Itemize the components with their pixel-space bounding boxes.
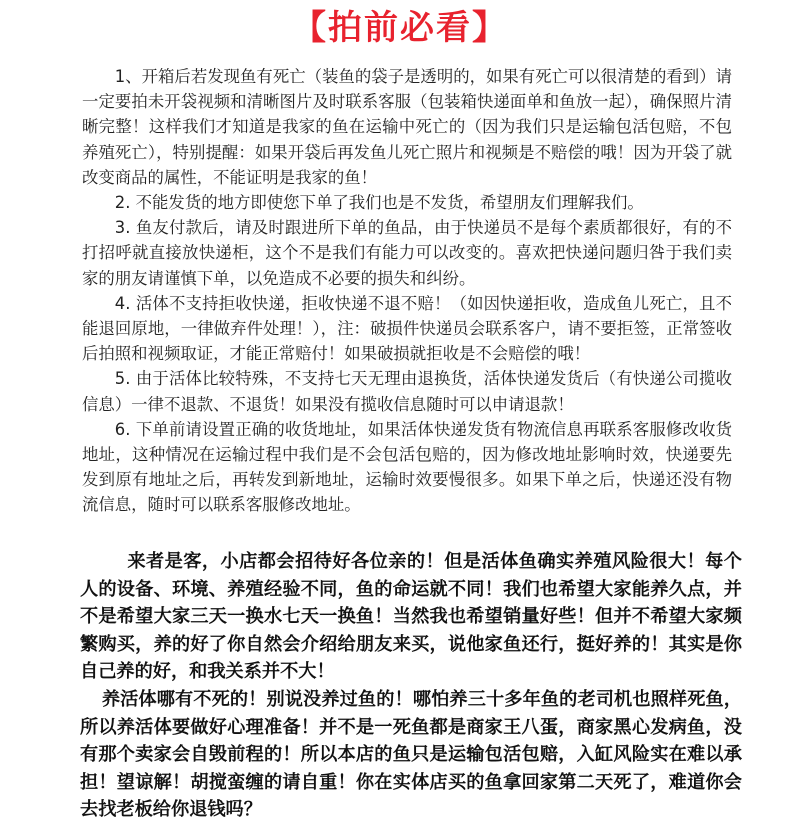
notice-item-4: 4. 活体不支持拒收快递，拒收快递不退不赔！（如因快递拒收，造成鱼儿死亡，且不能退回原地，一律做弃件处理！），注：破损件快递员会联系客户，请不要拒签，正常签收后拍照和视频取证，才能正常赔付！如果破损就拒收是不会赔偿的哦！ [82, 293, 732, 364]
notice-item-2: 2. 不能发货的地方即使您下单了我们也是不发货，希望朋友们理解我们。 [114, 193, 644, 213]
notice-item-6: 6. 下单前请设置正确的收货地址，如果活体快递发货有物流信息再联系客服修改收货地址，这种情况在运输过程中我们是不会包活包赔的，因为修改地址影响时效，快递要先发到原有地址之后，再转发到新地址，运输时效要慢很多。如果下单之后，快递还没有物流信息，随时可以联系客服修改地址。 [82, 419, 732, 515]
notice-item-1: 1、开箱后若发现鱼有死亡（装鱼的袋子是透明的，如果有死亡可以很清楚的看到）请一定要拍未开袋视频和清晰图片及时联系客服（包装箱快递面单和鱼放一起），确保照片清晰完整！这样我们才知道是我家的鱼在运输中死亡的（因为我们只是运输包活包赔，不包养殖死亡），特别提醒：如果开袋后再发鱼儿死亡照片和视频是不赔偿的哦！因为开袋了就改变商品的属性，不能证明是我家的鱼！ [82, 67, 732, 187]
notice-item-5: 5. 由于活体比较特殊，不支持七天无理由退换货，活体快递发货后（有快递公司揽收信息）一律不退款、不退货！如果没有揽收信息随时可以申请退款！ [82, 369, 732, 414]
closing-paragraph-2: 养活体哪有不死的！别说没养过鱼的！哪怕养三十多年鱼的老司机也照样死鱼，所以养活体要做好心理准备！并不是一死鱼都是商家王八蛋，商家黑心发病鱼，没有那个卖家会自毁前程的！所以本店的鱼只是运输包活包赔，入缸风险实在难以承担！望谅解！胡搅蛮缠的请自重！你在实体店买的鱼拿回家第二天死了，难道你会去找老板给你退钱吗？ [80, 688, 742, 821]
page-title: 【拍前必看】 [292, 8, 508, 48]
closing-statement [80, 548, 742, 824]
closing-paragraph-1: 来者是客，小店都会招待好各位亲的！但是活体鱼确实养殖风险很大！每个人的设备、环境、养殖经验不同，鱼的命运就不同！我们也希望大家能养久点，并不是希望大家三天一换水七天一换鱼！当然我也希望销量好些！但并不希望大家频繁购买，养的好了你自然会介绍给朋友来买，说他家鱼还行，挺好养的！其实是你自己养的好，和我关系并不大！ [80, 551, 742, 683]
notice-item-3: 3. 鱼友付款后，请及时跟进所下单的鱼品，由于快递员不是每个素质都很好，有的不打招呼就直接放快递柜，这个不是我们有能力可以改变的。喜欢把快递问题归咎于我们卖家的朋友请谨慎下单，以免造成不必要的损失和纠纷。 [82, 218, 732, 288]
notice-list [82, 64, 732, 518]
